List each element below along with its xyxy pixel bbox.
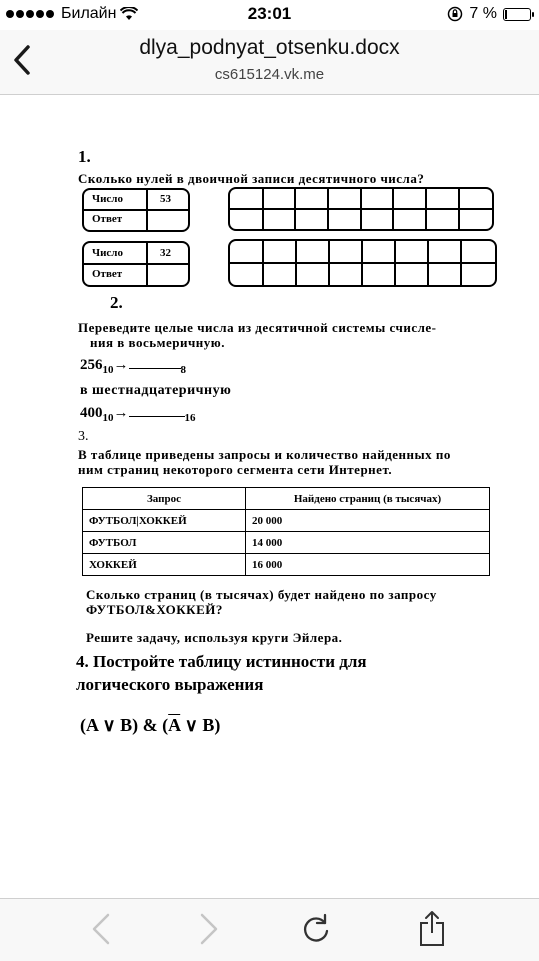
table-row bbox=[83, 510, 490, 532]
question-2-number: 2. bbox=[110, 293, 123, 312]
question-3-text-line2: ним страниц некоторого сегмента сети Интернет. bbox=[78, 462, 393, 477]
table-header-row bbox=[83, 488, 490, 510]
reload-icon[interactable] bbox=[296, 909, 336, 949]
column-header: Найдено страниц (в тысячах) bbox=[246, 488, 490, 510]
question-3-text-line1: В таблице приведены запросы и количество найденных по bbox=[78, 447, 451, 462]
expression-part-2: ∨ B) bbox=[180, 715, 221, 735]
share-icon[interactable] bbox=[412, 909, 452, 949]
decimal-number: 400 bbox=[80, 405, 103, 421]
number-value: 32 bbox=[160, 247, 171, 259]
question-4-line1: 4. Постройте таблицу истинности для bbox=[76, 652, 367, 671]
document-page[interactable] bbox=[0, 95, 539, 898]
clock: 23:01 bbox=[247, 4, 292, 23]
number-label: Число bbox=[92, 193, 123, 205]
bottom-toolbar bbox=[0, 898, 539, 961]
expression-part-1: (A ∨ B) & ( bbox=[80, 715, 169, 735]
target-base: 16 bbox=[184, 412, 196, 424]
conversion-expression-1: $256_{10}\to _8$ bbox=[80, 357, 186, 376]
question-2-text-line1: Переведите целые числа из десятичной системы счисле- bbox=[78, 320, 437, 335]
binary-grid-1 bbox=[228, 187, 494, 231]
decimal-number: 256 bbox=[80, 357, 103, 373]
battery-percent: 7 % bbox=[469, 5, 497, 22]
logical-expression bbox=[80, 715, 220, 736]
query-cell: ФУТБОЛ|ХОККЕЙ bbox=[83, 510, 246, 532]
number-value: 53 bbox=[160, 193, 171, 205]
battery-level bbox=[505, 10, 507, 19]
search-query-table bbox=[82, 487, 490, 576]
answer-label: Ответ bbox=[92, 268, 123, 280]
question-1-text: Сколько нулей в двоичной записи десятичного числа? bbox=[78, 171, 425, 186]
question-4-line2: логического выражения bbox=[76, 675, 264, 694]
number-table-1 bbox=[82, 188, 190, 232]
question-3-hint: Решите задачу, используя круги Эйлера. bbox=[86, 630, 343, 645]
back-arrow-icon[interactable] bbox=[82, 909, 122, 949]
question-3-prompt-line2: ФУТБОЛ&ХОККЕЙ? bbox=[86, 602, 223, 617]
source-base: 10 bbox=[102, 364, 114, 376]
pages-cell: 20 000 bbox=[246, 510, 490, 532]
query-cell: ФУТБОЛ bbox=[83, 532, 246, 554]
question-2-text-line2: ния в восьмеричную. bbox=[90, 335, 225, 350]
pages-cell: 16 000 bbox=[246, 554, 490, 576]
conversion-expression-2: $400_{10}\to _{16}$ bbox=[80, 405, 196, 424]
pages-cell: 14 000 bbox=[246, 532, 490, 554]
negated-variable: $\overline{A}$ bbox=[168, 715, 181, 735]
rotation-lock-icon bbox=[447, 6, 463, 22]
binary-grid-2 bbox=[228, 239, 497, 287]
document-host: cs615124.vk.me bbox=[214, 66, 325, 83]
battery-icon bbox=[503, 8, 531, 21]
carrier-label: Билайн bbox=[61, 5, 117, 22]
table-row bbox=[83, 532, 490, 554]
column-header: Запрос bbox=[83, 488, 246, 510]
status-bar bbox=[0, 0, 539, 30]
number-table-2 bbox=[82, 241, 190, 287]
status-right bbox=[447, 5, 531, 23]
source-base: 10 bbox=[102, 412, 114, 424]
hex-conversion-label: в шестнадцатеричную bbox=[80, 383, 232, 398]
question-1-number: 1. bbox=[78, 147, 91, 166]
number-label: Число bbox=[92, 247, 123, 259]
navigation-bar bbox=[0, 30, 539, 95]
target-base: 8 bbox=[180, 364, 186, 376]
forward-arrow-icon[interactable] bbox=[188, 909, 228, 949]
answer-label: Ответ bbox=[92, 213, 123, 225]
question-3-number: 3. bbox=[78, 429, 89, 444]
document-title: dlya_podnyat_otsenku.docx bbox=[139, 36, 400, 59]
question-3-prompt-line1: Сколько страниц (в тысячах) будет найдено по запросу bbox=[86, 587, 437, 602]
table-row bbox=[83, 554, 490, 576]
query-cell: ХОККЕЙ bbox=[83, 554, 246, 576]
